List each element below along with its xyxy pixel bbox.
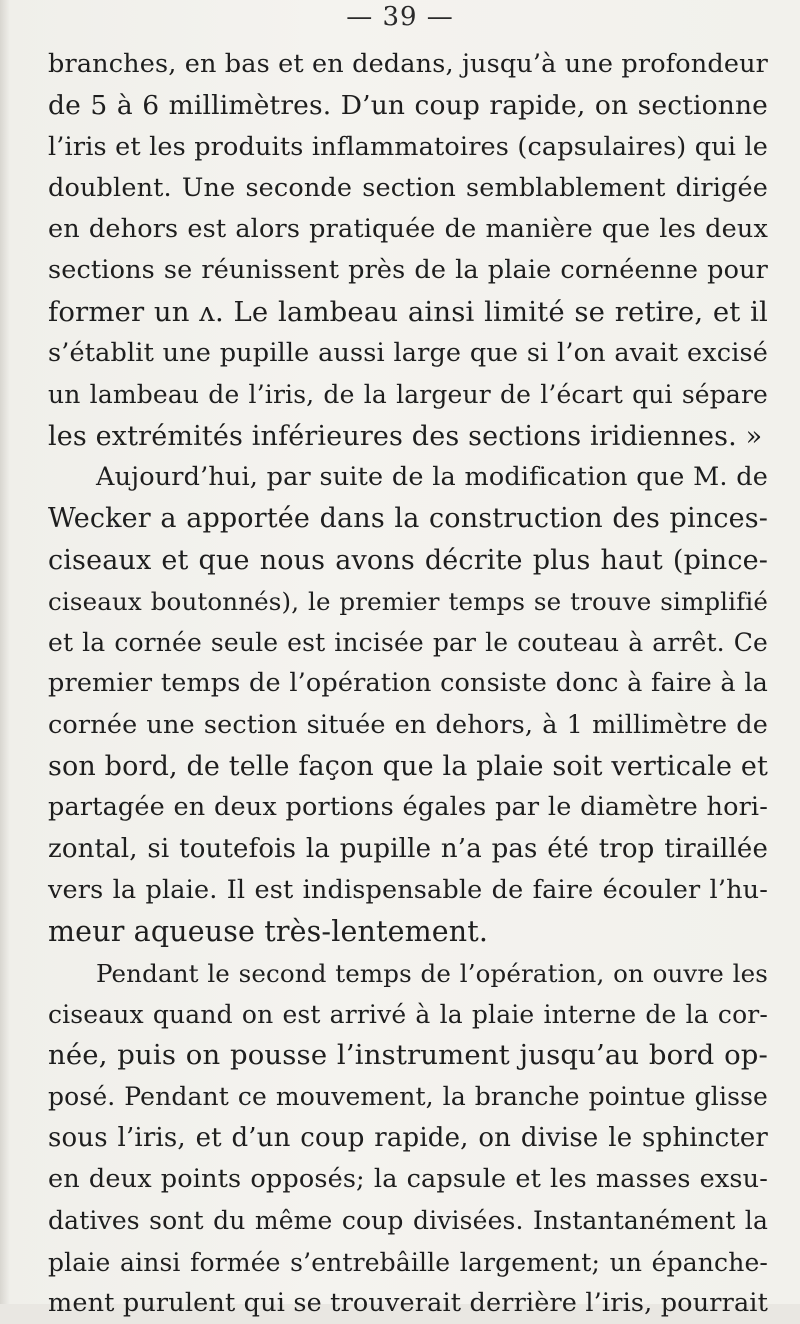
text-line: sections se réunissent près de la plaie cornéenne pour (48, 255, 768, 286)
text-line: Wecker a apportée dans la construction des pinces- (48, 503, 768, 535)
text-line: former un ʌ. Le lambeau ainsi limité se retire, et il (48, 295, 768, 328)
text-line: posé. Pendant ce mouvement, la branche pointue glisse (48, 1082, 768, 1112)
text-line: datives sont du même coup divisées. Instantanément la (48, 1206, 768, 1236)
text-line: s’établit une pupille aussi large que si l’on avait excisé (48, 338, 768, 369)
text-line: Aujourd’hui, par suite de la modification que M. de (96, 461, 768, 492)
text-line: partagée en deux portions égales par le diamètre hori- (48, 792, 768, 823)
text-line: en dehors est alors pratiquée de manière que les deux (48, 214, 768, 245)
text-line: née, puis on pousse l’instrument jusqu’au bord op- (48, 1039, 768, 1072)
text-line: et la cornée seule est incisée par le couteau à arrêt. Ce (48, 628, 768, 658)
text-line: ment purulent qui se trouverait derrière l’iris, pourrait (48, 1287, 768, 1318)
text-line: zontal, si toutefois la pupille n’a pas été trop tiraillée (48, 833, 768, 864)
text-line: branches, en bas et en dedans, jusqu’à une profondeur (48, 49, 768, 79)
text-line: meur aqueuse très-lentement. (48, 915, 489, 949)
text-line: cornée une section située en dehors, à 1 millimètre de (48, 709, 768, 740)
text-line: sous l’iris, et d’un coup rapide, on divise le sphincter (48, 1122, 768, 1153)
text-line: doublent. Une seconde section semblablement dirigée (48, 172, 768, 203)
text-line: premier temps de l’opération consiste donc à faire à la (48, 668, 768, 699)
text-line: un lambeau de l’iris, de la largeur de l’écart qui sépare (48, 380, 768, 410)
text-line: les extrémités inférieures des sections iridiennes. » (48, 420, 763, 452)
text-line: en deux points opposés; la capsule et les masses exsu- (48, 1164, 768, 1195)
text-line: plaie ainsi formée s’entrebâille largement; un épanche- (48, 1247, 768, 1277)
page-edge-shadow (0, 0, 10, 1304)
text-line: l’iris et les produits inflammatoires (capsulaires) qui le (48, 131, 768, 162)
text-line: ciseaux et que nous avons décrite plus haut (pince- (48, 544, 768, 576)
body-text (48, 44, 768, 1324)
text-line: son bord, de telle façon que la plaie soit verticale et (48, 751, 768, 783)
page-number: — 39 — (346, 2, 454, 32)
text-line: ciseaux boutonnés), le premier temps se trouve simplifié (48, 586, 768, 616)
text-line: de 5 à 6 millimètres. D’un coup rapide, on sectionne (48, 90, 768, 122)
text-line: ciseaux quand on est arrivé à la plaie interne de la cor- (48, 999, 768, 1029)
text-line: Pendant le second temps de l’opération, on ouvre les (96, 958, 768, 988)
text-line: vers la plaie. Il est indispensable de faire écouler l’hu- (48, 874, 768, 905)
